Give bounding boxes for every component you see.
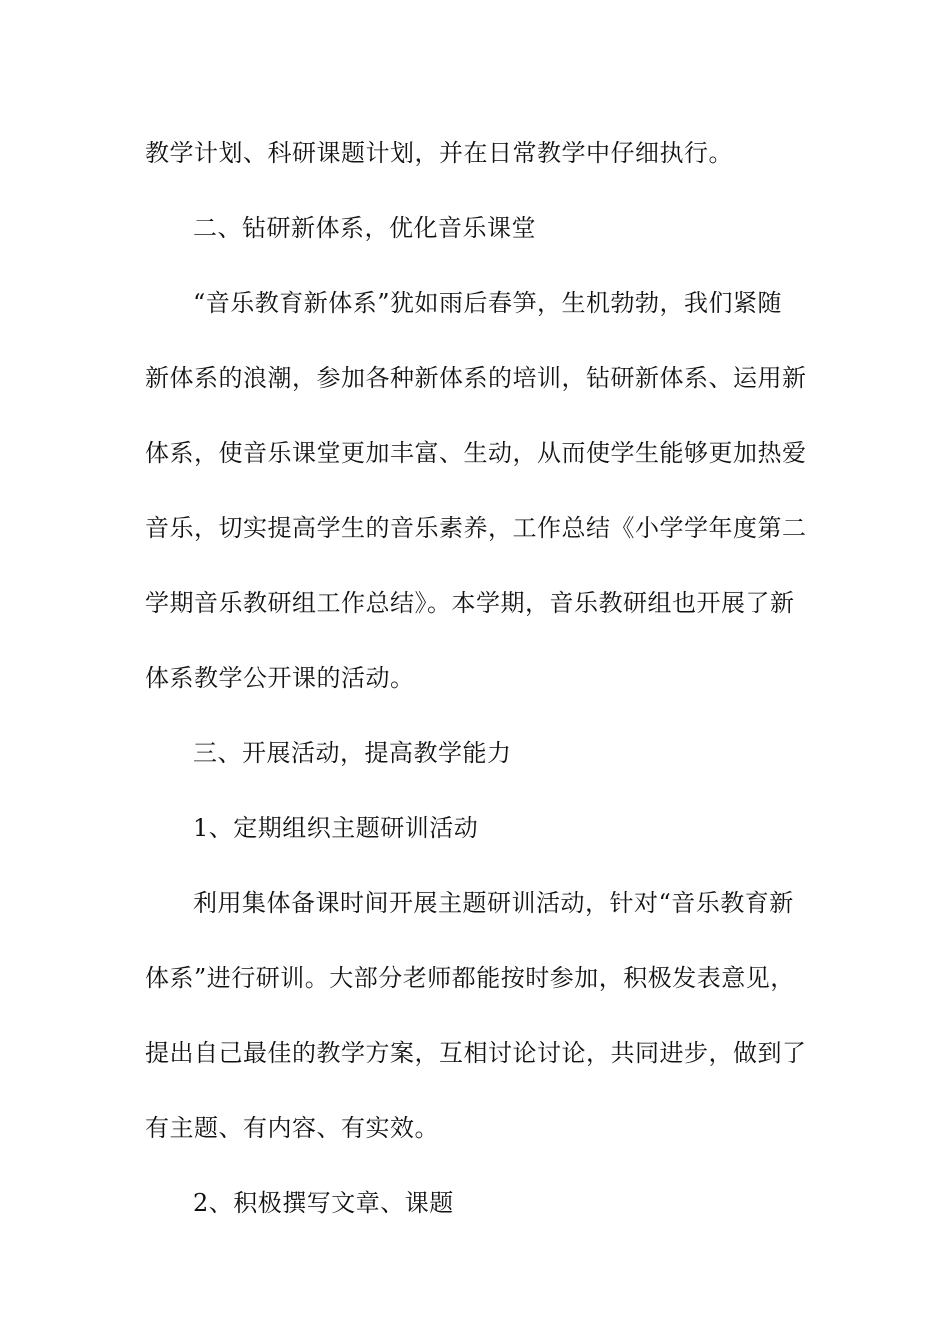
body-line: 体系教学公开课的活动。 — [145, 664, 415, 692]
body-line: 体系”进行研训。大部分老师都能按时参加，积极发表意见， — [145, 964, 795, 992]
body-line: 有主题、有内容、有实效。 — [145, 1114, 439, 1142]
section-heading: 二、钻研新体系，优化音乐课堂 — [193, 214, 536, 242]
paragraph-first-line: 利用集体备课时间开展主题研训活动，针对“音乐教育新 — [193, 889, 794, 917]
section-heading: 三、开展活动，提高教学能力 — [193, 739, 512, 767]
body-line: 新体系的浪潮，参加各种新体系的培训，钻研新体系、运用新 — [145, 364, 807, 392]
body-line: 提出自己最佳的教学方案，互相讨论讨论，共同进步，做到了 — [145, 1039, 807, 1067]
document-body — [145, 128, 807, 1253]
subsection-heading: 2、积极撰写文章、课题 — [193, 1189, 454, 1217]
body-line: 学期音乐教研组工作总结》。本学期，音乐教研组也开展了新 — [145, 589, 795, 617]
body-line: 音乐，切实提高学生的音乐素养，工作总结《小学学年度第二 — [145, 514, 807, 542]
paragraph-first-line: “音乐教育新体系”犹如雨后春笋，生机勃勃，我们紧随 — [193, 289, 783, 317]
body-line: 教学计划、科研课题计划，并在日常教学中仔细执行。 — [145, 139, 733, 167]
body-line: 体系，使音乐课堂更加丰富、生动，从而使学生能够更加热爱 — [145, 439, 807, 467]
subsection-heading: 1、定期组织主题研训活动 — [193, 814, 479, 842]
